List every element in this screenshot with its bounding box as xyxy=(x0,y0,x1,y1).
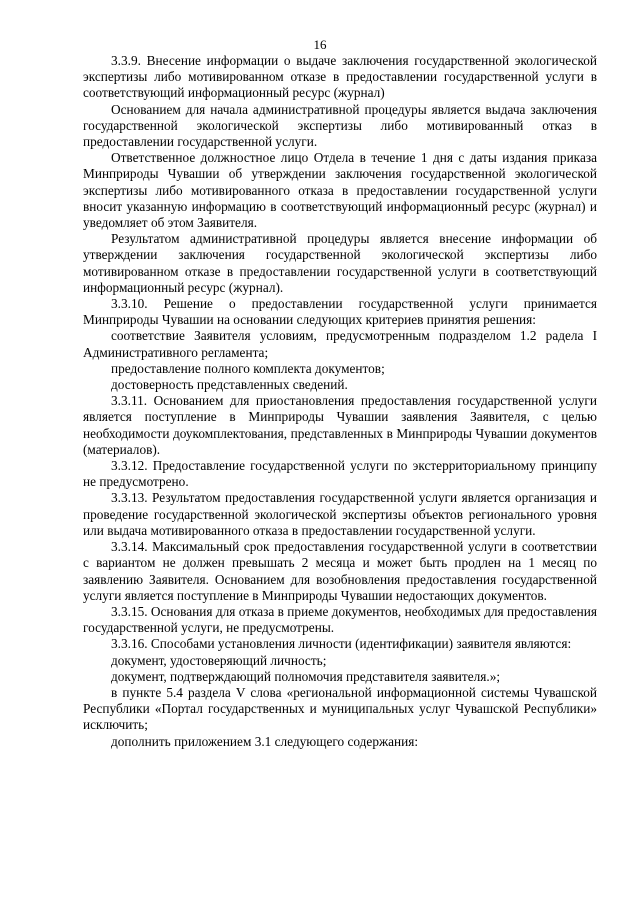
paragraph-3-3-13: 3.3.13. Результатом предоставления государственной услуги является организация и проведение государственной экологической экспертизы объектов регионального уровня или выдача мотивированного отказа в предоставлении государственной услуги. xyxy=(83,490,597,538)
paragraph-3-3-16: 3.3.16. Способами установления личности (идентификации) заявителя являются: xyxy=(111,636,572,652)
paragraph-appendix-3-1: дополнить приложением 3.1 следующего содержания: xyxy=(111,733,419,749)
paragraph-criterion-reliability: достоверность представленных сведений. xyxy=(111,377,348,393)
paragraph-3-3-11: 3.3.11. Основанием для приостановления предоставления государственной услуги является поступление в Минприроды Чувашии заявления Заявителя, с целью необходимости доукомплектования, представленных в Минприроды Чувашии документов (материалов). xyxy=(83,393,597,457)
paragraph-clause-5-4: в пункте 5.4 раздела V слова «региональной информационной системы Чувашской Республики «Портал государственных и муниципальных услуг Чувашской Республики» исключить; xyxy=(83,684,597,733)
paragraph-3-3-10: 3.3.10. Решение о предоставлении государственной услуги принимается Минприроды Чувашии на основании следующих критериев принятия решения: xyxy=(83,296,597,328)
document-body xyxy=(83,53,597,750)
paragraph-criterion-conformity: соответствие Заявителя условиям, предусмотренным подразделом 1.2 радела I Административного регламента; xyxy=(83,328,597,360)
paragraph-3-3-14: 3.3.14. Максимальный срок предоставления государственной услуги в соответствии с вариантом не должен превышать 2 месяца и может быть продлен на 1 месяц по заявлению Заявителя. Основанием для возобновления предоставления государственной услуги является поступление в Минприроды Чувашии недостающих документов. xyxy=(83,539,597,603)
paragraph-authority-document: документ, подтверждающий полномочия представителя заявителя.»; xyxy=(111,668,501,684)
paragraph-3-3-9-heading: 3.3.9. Внесение информации о выдаче заключения государственной экологической экспертизы либо мотивированном отказе в предоставлении государственной услуги в соответствующий информационный ресурс (журнал) xyxy=(83,53,597,101)
paragraph-result: Результатом административной процедуры является внесение информации об утверждении заключения государственной экологической экспертизы либо мотивированном отказе в предоставлении государственной услуги в соответствующий информационный ресурс (журнал). xyxy=(83,231,597,295)
paragraph-basis: Основанием для начала административной процедуры является выдача заключения государственной экологической экспертизы либо мотивированный отказ в предоставлении государственной услуги. xyxy=(83,101,597,150)
paragraph-responsible-official: Ответственное должностное лицо Отдела в течение 1 дня с даты издания приказа Минприроды Чувашии об утверждении заключения государственной экологической экспертизы либо мотивированного отказа в предоставлении государственной услуги вносит указанную информацию в соответствующий информационный ресурс (журнал) и уведомляет об этом Заявителя. xyxy=(83,150,597,231)
paragraph-3-3-15: 3.3.15. Основания для отказа в приеме документов, необходимых для предоставления государственной услуги, не предусмотрены. xyxy=(83,603,597,636)
paragraph-criterion-complete-set: предоставление полного комплекта документов; xyxy=(111,360,385,376)
page-number: 16 xyxy=(313,37,327,52)
paragraph-identity-document: документ, удостоверяющий личность; xyxy=(111,652,327,668)
paragraph-3-3-12: 3.3.12. Предоставление государственной услуги по экстерриториальному принципу не предусмотрено. xyxy=(83,458,597,490)
